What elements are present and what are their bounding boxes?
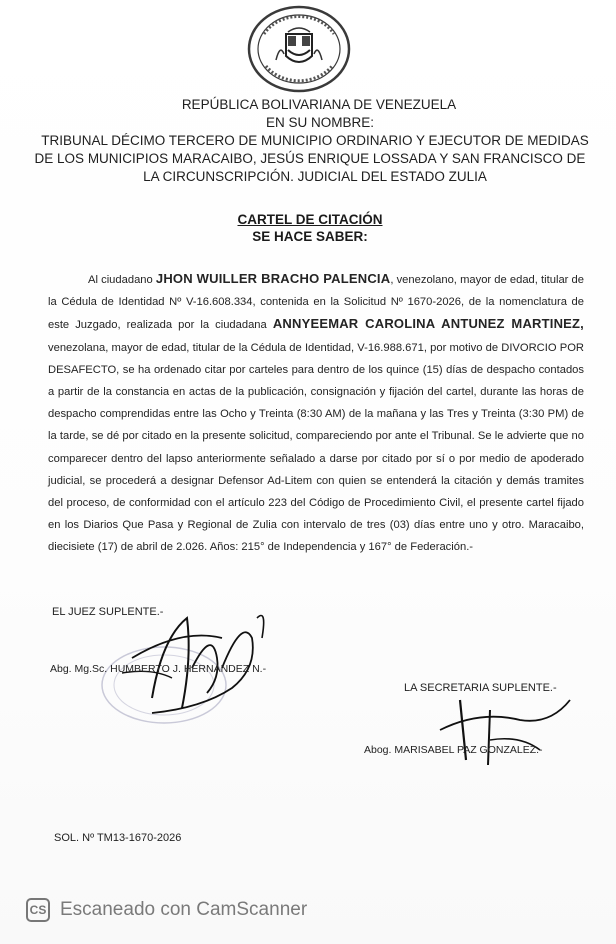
se-hace-saber: SE HACE SABER: <box>252 229 368 244</box>
solicitud-reference: SOL. Nº TM13-1670-2026 <box>54 832 182 844</box>
header-municipios: DE LOS MUNICIPIOS MARACAIBO, JESÚS ENRIQUE LOSSADA Y SAN FRANCISCO DE <box>34 151 586 166</box>
citado-name: JHON WUILLER BRACHO PALENCIA <box>155 271 391 286</box>
body-mid: , venezolano, mayor de edad, titular de la Cédula de Identidad Nº V-16.608.334, contenida en la Solicitud Nº 1670-2026, de la nomenclatura de este Juzgado, realizada por la ciudadana <box>48 274 584 332</box>
camscanner-icon: CS <box>26 898 50 922</box>
solicitante-name: ANNYEEMAR CAROLINA ANTUNEZ MARTINEZ, <box>272 316 584 332</box>
header-circunscripcion: LA CIRCUNSCRIPCIÓN. JUDICIAL DEL ESTADO ZULIA <box>143 169 487 184</box>
camscanner-watermark <box>26 895 307 925</box>
cartel-title: CARTEL DE CITACIÓN <box>237 212 383 227</box>
juez-name: Abg. Mg.Sc. HUMBERTO J. HERNANDEZ N.- <box>50 663 267 675</box>
secretaria-signature-icon <box>430 680 580 770</box>
body-start: Al ciudadano <box>88 274 156 286</box>
document-header <box>10 96 610 186</box>
header-republic: REPÚBLICA BOLIVARIANA DE VENEZUELA <box>181 97 457 112</box>
document-title <box>200 211 420 245</box>
juez-label: EL JUEZ SUPLENTE.- <box>52 606 164 618</box>
header-tribunal: TRIBUNAL DÉCIMO TERCERO DE MUNICIPIO ORDINARIO Y EJECUTOR DE MEDIDAS <box>41 133 589 148</box>
secretaria-label: LA SECRETARIA SUPLENTE.- <box>404 682 557 694</box>
body-paragraph <box>48 268 584 559</box>
body-rest: venezolana, mayor de edad, titular de la Cédula de Identidad, V-16.988.671, por motivo de DIVORCIO POR DESAFECTO, se ha ordenado citar por carteles para dentro de los quince (15) días de despacho contados a partir de la constancia en actas de la publicación, consignación y fijación del cartel, durante las horas de despacho comprendidas entre las Ocho y Treinta (8:30 AM) de la mañana y las Tres y Treinta (3:30 PM) de la tarde, se dé por citado en la presente solicitud, compareciendo por ante el Tribunal. Se le advierte que no comparecer dentro del lapso anteriormente señalado a darse por citado por sí o por medio de apoderado judicial, se procederá a designar Defensor Ad-Litem con quien se entenderá la citación y demás tramites del proceso, de conformidad con el artículo 223 del Código de Procedimiento Civil, el presente cartel fijado en los Diarios Que Pasa y Regional de Zulia con intervalo de tres (03) días entre uno y otro. Maracaibo, diecisiete (17) de abril de 2.026. Años: 215° de Independencia y 167° de Federación.- <box>48 341 584 554</box>
coat-of-arms-seal-icon <box>244 4 354 94</box>
secretaria-name: Abog. MARISABEL PAZ GONZALEZ.- <box>364 744 543 756</box>
header-en-su-nombre: EN SU NOMBRE: <box>265 115 374 130</box>
camscanner-text: Escaneado con CamScanner <box>60 899 308 920</box>
